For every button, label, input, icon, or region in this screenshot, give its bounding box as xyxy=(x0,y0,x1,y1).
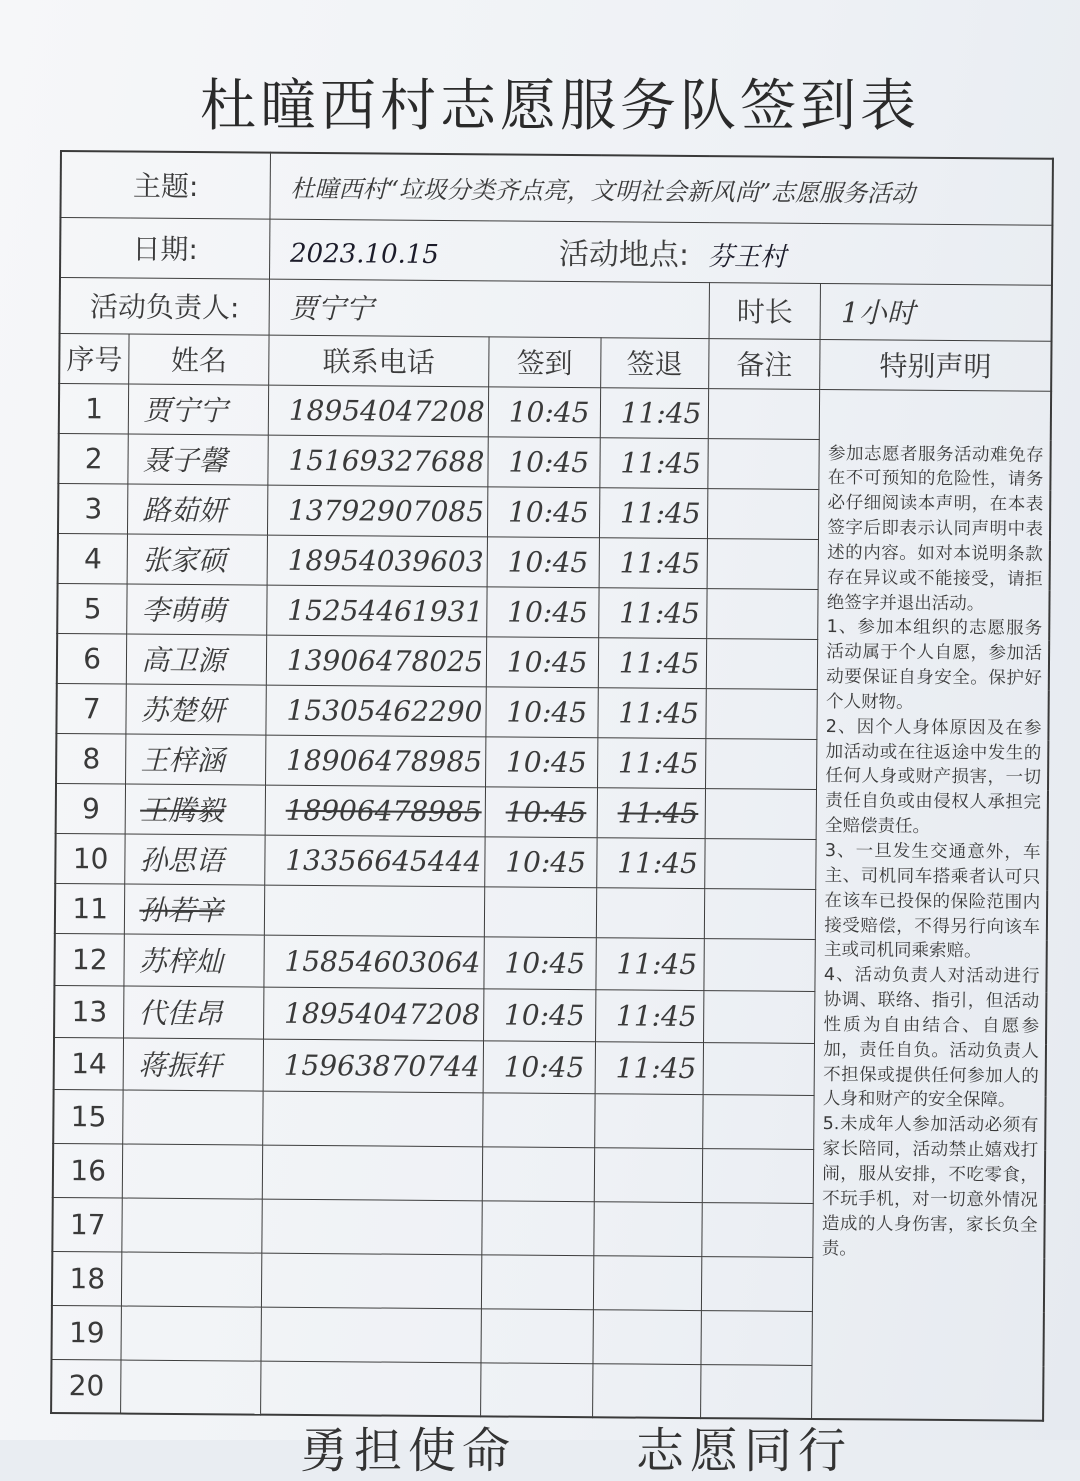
row-name: 张家硕 xyxy=(127,534,267,585)
row-checkout: 11:45 xyxy=(598,637,706,688)
row-name xyxy=(121,1360,261,1415)
row-number: 9 xyxy=(56,783,126,834)
row-phone: 18954039603 xyxy=(267,535,487,587)
topic-label: 主题: xyxy=(60,151,270,219)
row-checkin: 10:45 xyxy=(485,836,597,887)
location-label: 活动地点: xyxy=(558,236,690,273)
row-checkin xyxy=(483,1092,595,1147)
row-name: 代佳昂 xyxy=(124,986,264,1039)
row-number: 7 xyxy=(56,683,126,734)
row-phone: 15305462290 xyxy=(266,685,486,737)
row-number: 14 xyxy=(54,1037,124,1090)
row-checkout: 11:45 xyxy=(599,487,707,538)
row-phone: 15854603064 xyxy=(264,935,484,989)
row-checkin: 10:45 xyxy=(484,936,596,989)
row-checkin xyxy=(482,1200,594,1255)
row-number: 13 xyxy=(54,985,124,1038)
row-phone xyxy=(262,1145,482,1201)
row-note xyxy=(708,438,820,489)
row-name: 贾宁宁 xyxy=(129,384,269,435)
row-phone: 15963870744 xyxy=(263,1039,483,1093)
row-number: 18 xyxy=(52,1251,122,1306)
row-checkout: 11:45 xyxy=(598,587,706,638)
duration-label: 时长 xyxy=(709,282,821,339)
row-name xyxy=(121,1306,261,1361)
row-note xyxy=(704,938,816,991)
row-checkout xyxy=(596,887,704,938)
location-value: 芬王村 xyxy=(707,242,787,273)
row-number: 2 xyxy=(58,433,128,484)
row-note xyxy=(706,688,818,739)
col-header-checkout: 签退 xyxy=(600,337,708,388)
row-number: 16 xyxy=(53,1143,123,1198)
row-checkin xyxy=(481,1308,593,1363)
row-checkin: 10:45 xyxy=(488,436,600,487)
row-phone: 13906478025 xyxy=(266,635,486,687)
row-checkin: 10:45 xyxy=(483,1040,595,1093)
row-name: 孙思语 xyxy=(125,834,265,885)
row-checkout: 11:45 xyxy=(600,437,708,488)
row-checkin: 10:45 xyxy=(486,686,598,737)
row-checkout: 11:45 xyxy=(600,387,708,438)
date-value: 2023.10.15 xyxy=(289,238,440,270)
row-name xyxy=(122,1198,262,1253)
row-checkin xyxy=(484,886,596,937)
row-name: 苏梓灿 xyxy=(124,934,264,987)
duration-value: 1小时 xyxy=(820,283,1052,341)
footer-slogan-right: 志愿同行 xyxy=(636,1423,853,1479)
row-name: 蒋振轩 xyxy=(123,1038,263,1091)
row-checkout: 11:45 xyxy=(596,937,704,990)
col-header-note: 备注 xyxy=(708,338,820,389)
leader-label: 活动负责人: xyxy=(60,277,270,335)
row-note xyxy=(702,1094,814,1149)
row-name: 苏楚妍 xyxy=(126,684,266,735)
topic-row xyxy=(60,151,1052,225)
row-number: 11 xyxy=(55,883,125,934)
row-checkout: 11:45 xyxy=(597,787,705,838)
row-phone xyxy=(261,1253,481,1309)
row-checkout: 11:45 xyxy=(598,687,706,738)
row-phone: 18954047208 xyxy=(268,385,488,437)
row-checkout xyxy=(592,1363,700,1418)
row-checkout: 11:45 xyxy=(599,537,707,588)
row-number: 1 xyxy=(59,383,129,434)
row-note xyxy=(700,1364,812,1419)
table-row xyxy=(59,383,1051,441)
row-checkin: 10:45 xyxy=(487,586,599,637)
row-phone xyxy=(264,885,484,937)
row-phone: 13792907085 xyxy=(267,485,487,537)
row-note xyxy=(707,488,819,539)
sheet-title: 杜曈西村志愿服务队签到表 xyxy=(200,74,920,139)
col-header-no: 序号 xyxy=(59,333,129,384)
row-checkout xyxy=(593,1255,701,1310)
leader-value: 贾宁宁 xyxy=(269,279,709,338)
row-phone xyxy=(261,1307,481,1363)
row-number: 17 xyxy=(52,1197,122,1252)
row-phone: 15169327688 xyxy=(268,435,488,487)
row-note xyxy=(705,738,817,789)
footer-slogan xyxy=(300,1412,972,1481)
row-checkout: 11:45 xyxy=(595,989,703,1042)
row-number: 5 xyxy=(57,583,127,634)
row-name: 高卫源 xyxy=(127,634,267,685)
row-checkout: 11:45 xyxy=(597,737,705,788)
row-phone xyxy=(263,1091,483,1147)
row-phone: 15254461931 xyxy=(267,585,487,637)
row-phone: 18906478985 xyxy=(265,785,485,837)
declaration-paragraph: 1、参加本组织的志愿服务活动属于个人自愿，参加活动要保证自身安全。保护好个人财物。 xyxy=(825,617,1043,713)
row-name: 王梓涵 xyxy=(126,734,266,785)
topic-value: 杜曈西村“垃圾分类齐点亮，文明社会新风尚”志愿服务活动 xyxy=(270,153,1053,225)
declaration-paragraph: 4、活动负责人对活动进行协调、联络、指引，但活动性质为自由结合、自愿参加，责任自负。活动负责人不担保或提供任何参加人的人身和财产的安全保障。 xyxy=(822,965,1040,1111)
row-number: 15 xyxy=(53,1089,123,1144)
row-note xyxy=(702,1202,814,1257)
row-checkout xyxy=(593,1309,701,1364)
row-note xyxy=(706,588,818,639)
date-label: 日期: xyxy=(60,217,270,279)
row-number: 19 xyxy=(52,1305,122,1360)
row-note xyxy=(703,1042,815,1095)
row-checkin: 10:45 xyxy=(485,786,597,837)
row-note xyxy=(706,638,818,689)
col-header-declaration: 特别声明 xyxy=(820,339,1052,391)
row-checkout xyxy=(594,1147,702,1202)
declaration-paragraph: 5.未成年人参加活动必须有家长陪同，活动禁止嬉戏打闹，服从安排，不吃零食，不玩手机，对一切意外情况造成的人身伤害，家长负全责。 xyxy=(821,1114,1039,1259)
declaration-paragraph: 2、因个人身体原因及在参加活动或在往返途中发生的任何人身或财产损害，一切责任自负或由侵权人承担完全赔偿责任。 xyxy=(824,716,1042,838)
row-checkout: 11:45 xyxy=(597,837,705,888)
row-note xyxy=(707,538,819,589)
row-note xyxy=(702,1148,814,1203)
row-checkout: 11:45 xyxy=(595,1041,703,1094)
row-note xyxy=(704,838,816,889)
declaration-paragraph: 参加志愿者服务活动难免存在不可预知的危险性，请务必仔细阅读本声明，在本表签字后即表示认同声明中表述的内容。如对本说明条款存在异议或不能接受，请拒绝签字并退出活动。 xyxy=(826,443,1044,614)
row-phone: 13356645444 xyxy=(265,835,485,887)
row-checkin: 10:45 xyxy=(487,536,599,587)
row-checkin xyxy=(481,1254,593,1309)
row-number: 3 xyxy=(58,483,128,534)
row-phone: 18906478985 xyxy=(265,735,485,787)
row-name xyxy=(123,1144,263,1199)
col-header-checkin: 签到 xyxy=(489,336,601,387)
row-checkout xyxy=(594,1201,702,1256)
row-name: 王腾毅 xyxy=(125,784,265,835)
row-phone xyxy=(260,1361,480,1417)
row-name xyxy=(123,1090,263,1145)
row-number: 6 xyxy=(57,633,127,684)
declaration-paragraph: 3、一旦发生交通意外，车主、司机同车搭乘者认可只在该车已投保的保险范围内接受赔偿，不得另行向该车主或司机同乘索赔。 xyxy=(824,841,1041,962)
sign-in-table xyxy=(50,150,1054,1422)
row-checkin: 10:45 xyxy=(488,386,600,437)
row-number: 12 xyxy=(54,933,124,986)
row-checkin: 10:45 xyxy=(486,636,598,687)
row-note xyxy=(708,388,820,439)
row-phone xyxy=(262,1199,482,1255)
row-phone: 18954047208 xyxy=(263,987,483,1041)
col-header-phone: 联系电话 xyxy=(269,335,489,387)
row-checkin: 10:45 xyxy=(487,486,599,537)
row-note xyxy=(705,788,817,839)
row-checkin: 10:45 xyxy=(485,736,597,787)
row-note xyxy=(703,990,815,1043)
row-number: 4 xyxy=(58,533,128,584)
row-checkin xyxy=(482,1146,594,1201)
row-note xyxy=(704,888,816,939)
row-name: 孙若辛 xyxy=(125,884,265,935)
row-name xyxy=(122,1252,262,1307)
footer-slogan-left: 勇担使命 xyxy=(300,1423,517,1479)
row-name: 聂子馨 xyxy=(128,434,268,485)
row-note xyxy=(701,1256,813,1311)
row-checkin xyxy=(480,1362,592,1417)
row-name: 路茹妍 xyxy=(128,484,268,535)
special-declaration xyxy=(812,389,1051,1421)
row-number: 10 xyxy=(55,833,125,884)
col-header-name: 姓名 xyxy=(129,334,269,385)
date-row xyxy=(60,217,1052,285)
row-note xyxy=(701,1310,813,1365)
row-number: 8 xyxy=(56,733,126,784)
column-header-row xyxy=(59,333,1051,391)
row-name: 李萌萌 xyxy=(127,584,267,635)
row-number: 20 xyxy=(51,1359,121,1414)
date-location-cell xyxy=(269,219,1052,285)
leader-row xyxy=(60,277,1052,341)
row-checkout xyxy=(594,1093,702,1148)
row-checkin: 10:45 xyxy=(483,988,595,1041)
